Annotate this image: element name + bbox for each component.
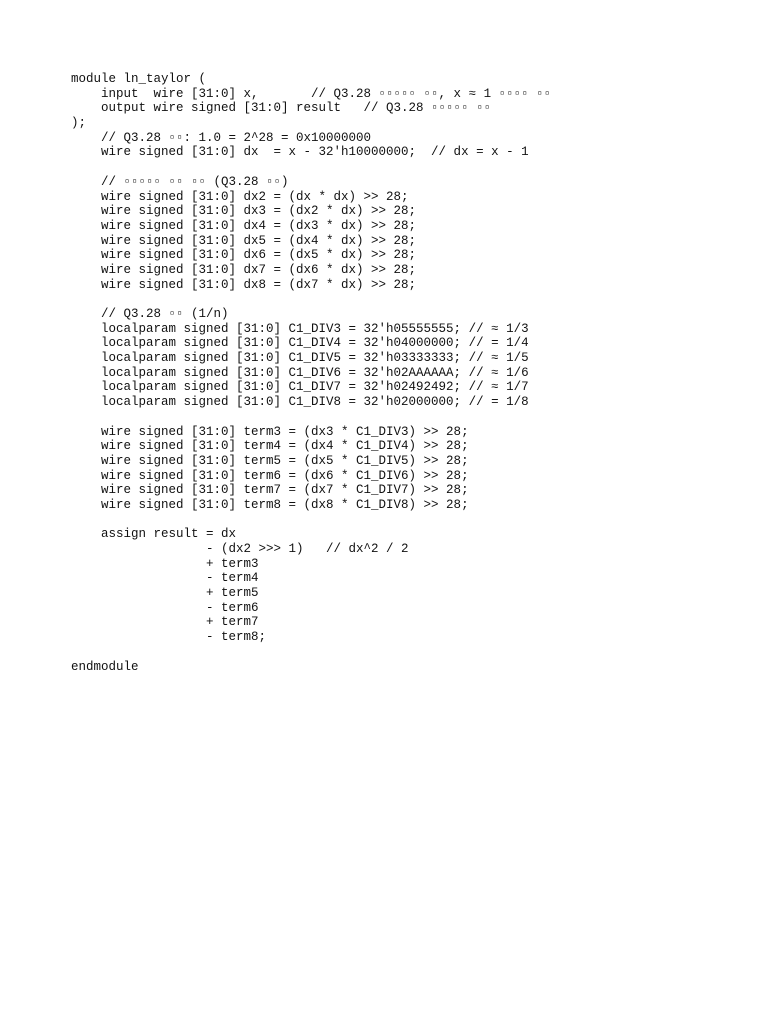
code-line: - term6 bbox=[71, 600, 259, 615]
code-line: localparam signed [31:0] C1_DIV3 = 32'h05555555; // ≈ 1/3 bbox=[71, 321, 529, 336]
code-line: localparam signed [31:0] C1_DIV8 = 32'h02000000; // = 1/8 bbox=[71, 395, 529, 410]
code-line bbox=[71, 292, 551, 307]
code-line: endmodule bbox=[71, 659, 139, 674]
code-line: localparam signed [31:0] C1_DIV5 = 32'h03333333; // ≈ 1/5 bbox=[71, 351, 529, 366]
verilog-code-block bbox=[71, 72, 551, 674]
code-line: wire signed [31:0] dx4 = (dx3 * dx) >> 28; bbox=[71, 218, 417, 233]
code-line: localparam signed [31:0] C1_DIV7 = 32'h02492492; // ≈ 1/7 bbox=[71, 380, 529, 395]
code-line: wire signed [31:0] term4 = (dx4 * C1_DIV4) >> 28; bbox=[71, 439, 469, 454]
code-line: wire signed [31:0] term5 = (dx5 * C1_DIV5) >> 28; bbox=[71, 453, 469, 468]
code-line: wire signed [31:0] term6 = (dx6 * C1_DIV6) >> 28; bbox=[71, 468, 469, 483]
code-line: localparam signed [31:0] C1_DIV6 = 32'h02AAAAAA; // ≈ 1/6 bbox=[71, 365, 529, 380]
code-line: wire signed [31:0] dx = x - 32'h10000000; // dx = x - 1 bbox=[71, 145, 529, 160]
code-line: input wire [31:0] x, // Q3.28 ▫▫▫▫▫ ▫▫, x ≈ 1 ▫▫▫▫ ▫▫ bbox=[71, 86, 552, 101]
code-line: assign result = dx bbox=[71, 527, 237, 542]
code-line: wire signed [31:0] term8 = (dx8 * C1_DIV8) >> 28; bbox=[71, 497, 469, 512]
code-line: wire signed [31:0] dx8 = (dx7 * dx) >> 28; bbox=[71, 277, 417, 292]
code-line: wire signed [31:0] dx6 = (dx5 * dx) >> 28; bbox=[71, 248, 417, 263]
code-line: wire signed [31:0] dx2 = (dx * dx) >> 28; bbox=[71, 189, 409, 204]
code-line: wire signed [31:0] dx3 = (dx2 * dx) >> 28; bbox=[71, 204, 417, 219]
code-line: + term5 bbox=[71, 586, 259, 601]
code-line: // Q3.28 ▫▫: 1.0 = 2^28 = 0x10000000 bbox=[71, 130, 372, 145]
code-line: wire signed [31:0] term3 = (dx3 * C1_DIV3) >> 28; bbox=[71, 424, 469, 439]
code-line: wire signed [31:0] dx5 = (dx4 * dx) >> 28; bbox=[71, 233, 417, 248]
code-line: wire signed [31:0] dx7 = (dx6 * dx) >> 28; bbox=[71, 262, 417, 277]
code-line: module ln_taylor ( bbox=[71, 72, 207, 86]
code-line bbox=[71, 645, 551, 660]
code-line: localparam signed [31:0] C1_DIV4 = 32'h04000000; // = 1/4 bbox=[71, 336, 529, 351]
code-line: + term3 bbox=[71, 556, 259, 571]
code-line: + term7 bbox=[71, 615, 259, 630]
code-line bbox=[71, 513, 551, 528]
code-line: output wire signed [31:0] result // Q3.28 ▫▫▫▫▫ ▫▫ bbox=[71, 101, 492, 116]
code-line: - term8; bbox=[71, 630, 267, 645]
code-line bbox=[71, 410, 551, 425]
code-line: // ▫▫▫▫▫ ▫▫ ▫▫ (Q3.28 ▫▫) bbox=[71, 174, 289, 189]
code-line: - (dx2 >>> 1) // dx^2 / 2 bbox=[71, 542, 409, 556]
code-line bbox=[71, 160, 551, 175]
code-line: // Q3.28 ▫▫ (1/n) bbox=[71, 307, 229, 321]
code-line: - term4 bbox=[71, 571, 259, 586]
code-line: ); bbox=[71, 116, 87, 131]
code-line: wire signed [31:0] term7 = (dx7 * C1_DIV7) >> 28; bbox=[71, 483, 469, 498]
